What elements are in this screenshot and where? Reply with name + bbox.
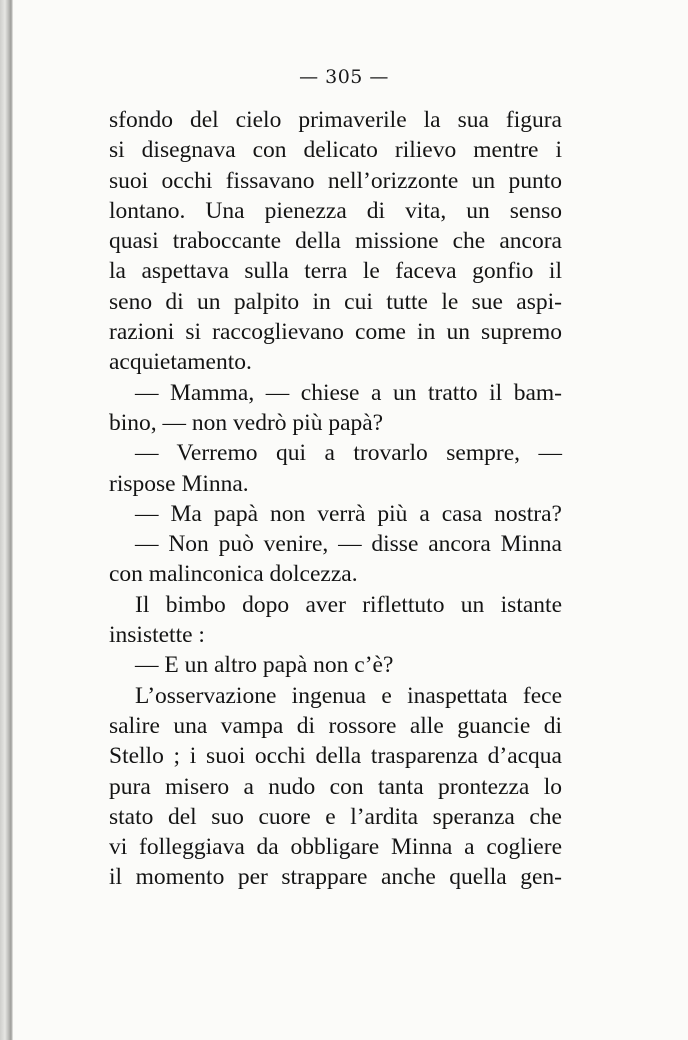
text-line: con malinconica dolcezza.	[109, 561, 358, 588]
text-line: insistette :	[109, 622, 205, 649]
text-line: — Verremo qui a trovarlo sempre, —	[135, 440, 562, 467]
text-line: acquietamento.	[109, 349, 252, 376]
text-line: suoi occhi fissavano nell’orizzonte un punto	[109, 167, 562, 194]
text-line: quasi traboccante della missione che ancora	[109, 228, 562, 255]
text-line: lontano. Una pienezza di vita, un senso	[109, 197, 562, 224]
text-line: il momento per strappare anche quella gen-	[109, 864, 562, 891]
text-line: stato del suo cuore e l’ardita speranza che	[109, 803, 562, 830]
text-line: vi folleggiava da obbligare Minna a cogliere	[109, 834, 562, 861]
body-text	[109, 105, 562, 893]
text-line: pura misero a nudo con tanta prontezza lo	[109, 773, 562, 800]
page-binding-edge	[0, 0, 13, 1040]
text-line: salire una vampa di rossore alle guancie di	[109, 712, 562, 739]
text-line: — Mamma, — chiese a un tratto il bam-	[135, 379, 562, 406]
text-line: la aspettava sulla terra le faceva gonfio il	[109, 258, 562, 285]
text-line: L’osservazione ingenua e inaspettata fece	[135, 682, 562, 709]
text-line: — Ma papà non verrà più a casa nostra?	[135, 500, 562, 527]
page-number: — 305 —	[299, 66, 389, 88]
text-line: — Non può venire, — disse ancora Minna	[135, 531, 562, 558]
text-line: rispose Minna.	[109, 470, 249, 497]
text-line: si disegnava con delicato rilievo mentre i	[109, 137, 562, 164]
text-line: sfondo del cielo primaverile la sua figura	[109, 107, 562, 133]
text-line: seno di un palpito in cui tutte le sue aspi-	[109, 288, 562, 315]
text-line: razioni si raccoglievano come in un supremo	[109, 319, 562, 346]
text-line: Il bimbo dopo aver riflettuto un istante	[135, 591, 562, 618]
text-line: Stello ; i suoi occhi della trasparenza d’acqua	[109, 743, 562, 770]
text-line: bino, — non vedrò più papà?	[109, 409, 384, 436]
text-line: — E un altro papà non c’è?	[135, 652, 394, 679]
